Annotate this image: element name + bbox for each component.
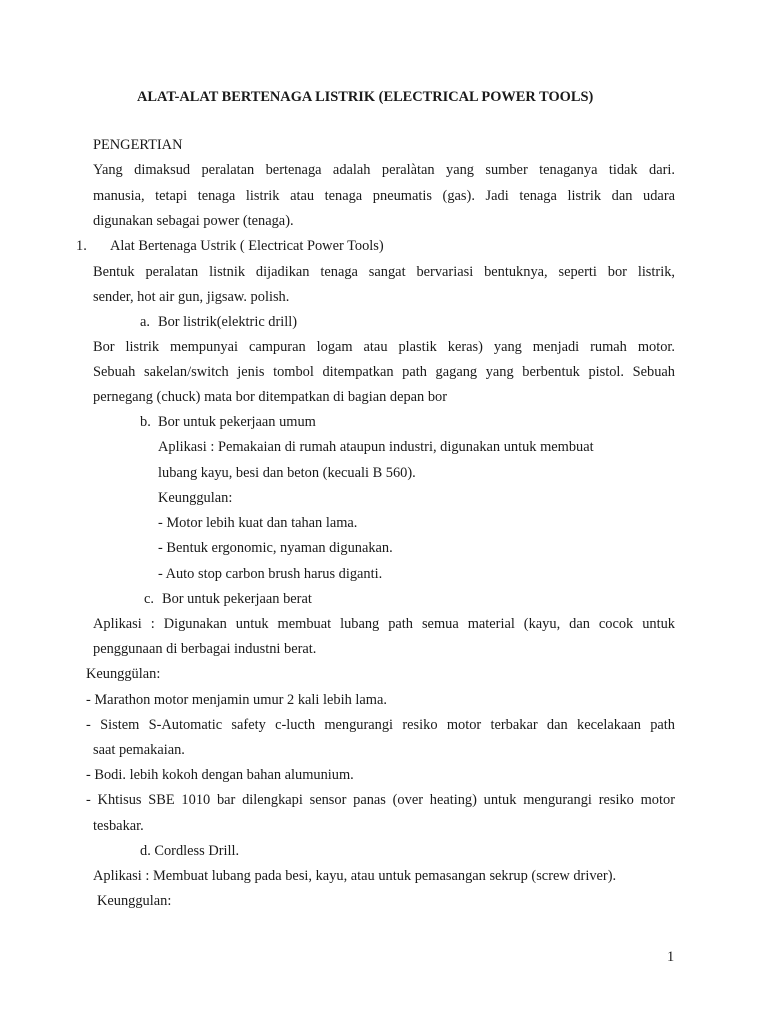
- intro-line: manusia, tetapi tenaga listrik atau tenaga pneumatis (gas). Jadi tenaga listrik dan udara: [93, 188, 675, 204]
- sub-b-line: - Motor lebih kuat dan tahan lama.: [158, 515, 358, 531]
- sub-d-adv-label: Keunggulan:: [97, 893, 172, 909]
- intro-line: digunakan sebagai power (tenaga).: [93, 213, 294, 229]
- intro-line: Yang dimaksud peralatan bertenaga adalah peralàtan yang sumber tenaganya tidak dari.: [93, 162, 675, 178]
- sub-b-line: Keunggulan:: [158, 490, 233, 506]
- sub-c-bullet: saat pemakaian.: [93, 742, 185, 758]
- sub-b-line: lubang kayu, besi dan beton (kecuali B 560).: [158, 465, 416, 481]
- item1-desc-line: sender, hot air gun, jigsaw. polish.: [93, 289, 290, 305]
- sub-c-app-line: penggunaan di berbagai industni berat.: [93, 641, 317, 657]
- sub-b-line: - Bentuk ergonomic, nyaman digunakan.: [158, 540, 393, 556]
- sub-d-app: Aplikasi : Membuat lubang pada besi, kayu, atau untuk pemasangan sekrup (screw driver).: [93, 868, 617, 884]
- sub-c-app-line: Aplikasi : Digunakan untuk membuat lubang path semua material (kayu, dan cocok untuk: [93, 616, 675, 632]
- page-number: 1: [667, 949, 675, 965]
- sub-c-marker: c.: [144, 591, 154, 607]
- sub-b-line: Aplikasi : Pemakaian di rumah ataupun industri, digunakan untuk membuat: [158, 439, 594, 455]
- sub-a-desc-line: Bor listrik mempunyai campuran logam atau plastik keras) yang menjadi rumah motor.: [93, 339, 675, 355]
- item1-desc-line: Bentuk peralatan listnik dijadikan tenaga sangat bervariasi bentuknya, seperti bor listrik,: [93, 264, 675, 280]
- sub-b-marker: b.: [140, 414, 151, 430]
- sub-c-bullet: - Marathon motor menjamin umur 2 kali lebih lama.: [86, 692, 387, 708]
- sub-c-bullet: tesbakar.: [93, 818, 144, 834]
- document-title: ALAT-ALAT BERTENAGA LISTRIK (ELECTRICAL POWER TOOLS): [137, 89, 594, 105]
- sub-c-adv-label: Keunggülan:: [86, 666, 161, 682]
- item1-number: 1.: [76, 238, 87, 254]
- sub-c-bullet: - Bodi. lebih kokoh dengan bahan alumunium.: [86, 767, 354, 783]
- sub-a-desc-line: pernegang (chuck) mata bor ditempatkan di bagian depan bor: [93, 389, 448, 405]
- sub-b-line: - Auto stop carbon brush harus diganti.: [158, 566, 383, 582]
- sub-d-title: d. Cordless Drill.: [140, 843, 240, 859]
- sub-a-desc-line: Sebuah sakelan/switch jenis tombol ditempatkan path gagang yang berbentuk pistol. Sebuah: [93, 364, 675, 380]
- sub-a-title: Bor listrik(elektric drill): [158, 314, 298, 330]
- sub-c-bullet: - Sistem S-Automatic safety c-lucth mengurangi resiko motor terbakar dan kecelakaan path: [86, 717, 675, 733]
- section-heading: PENGERTIAN: [93, 137, 183, 153]
- sub-a-marker: a.: [140, 314, 150, 330]
- item1-title: Alat Bertenaga Ustrik ( Electricat Power Tools): [110, 238, 384, 254]
- sub-c-bullet: - Khtisus SBE 1010 bar dilengkapi sensor panas (over heating) untuk mengurangi resiko motor: [86, 792, 675, 808]
- sub-b-title: Bor untuk pekerjaan umum: [158, 414, 316, 430]
- sub-c-title: Bor untuk pekerjaan berat: [162, 591, 312, 607]
